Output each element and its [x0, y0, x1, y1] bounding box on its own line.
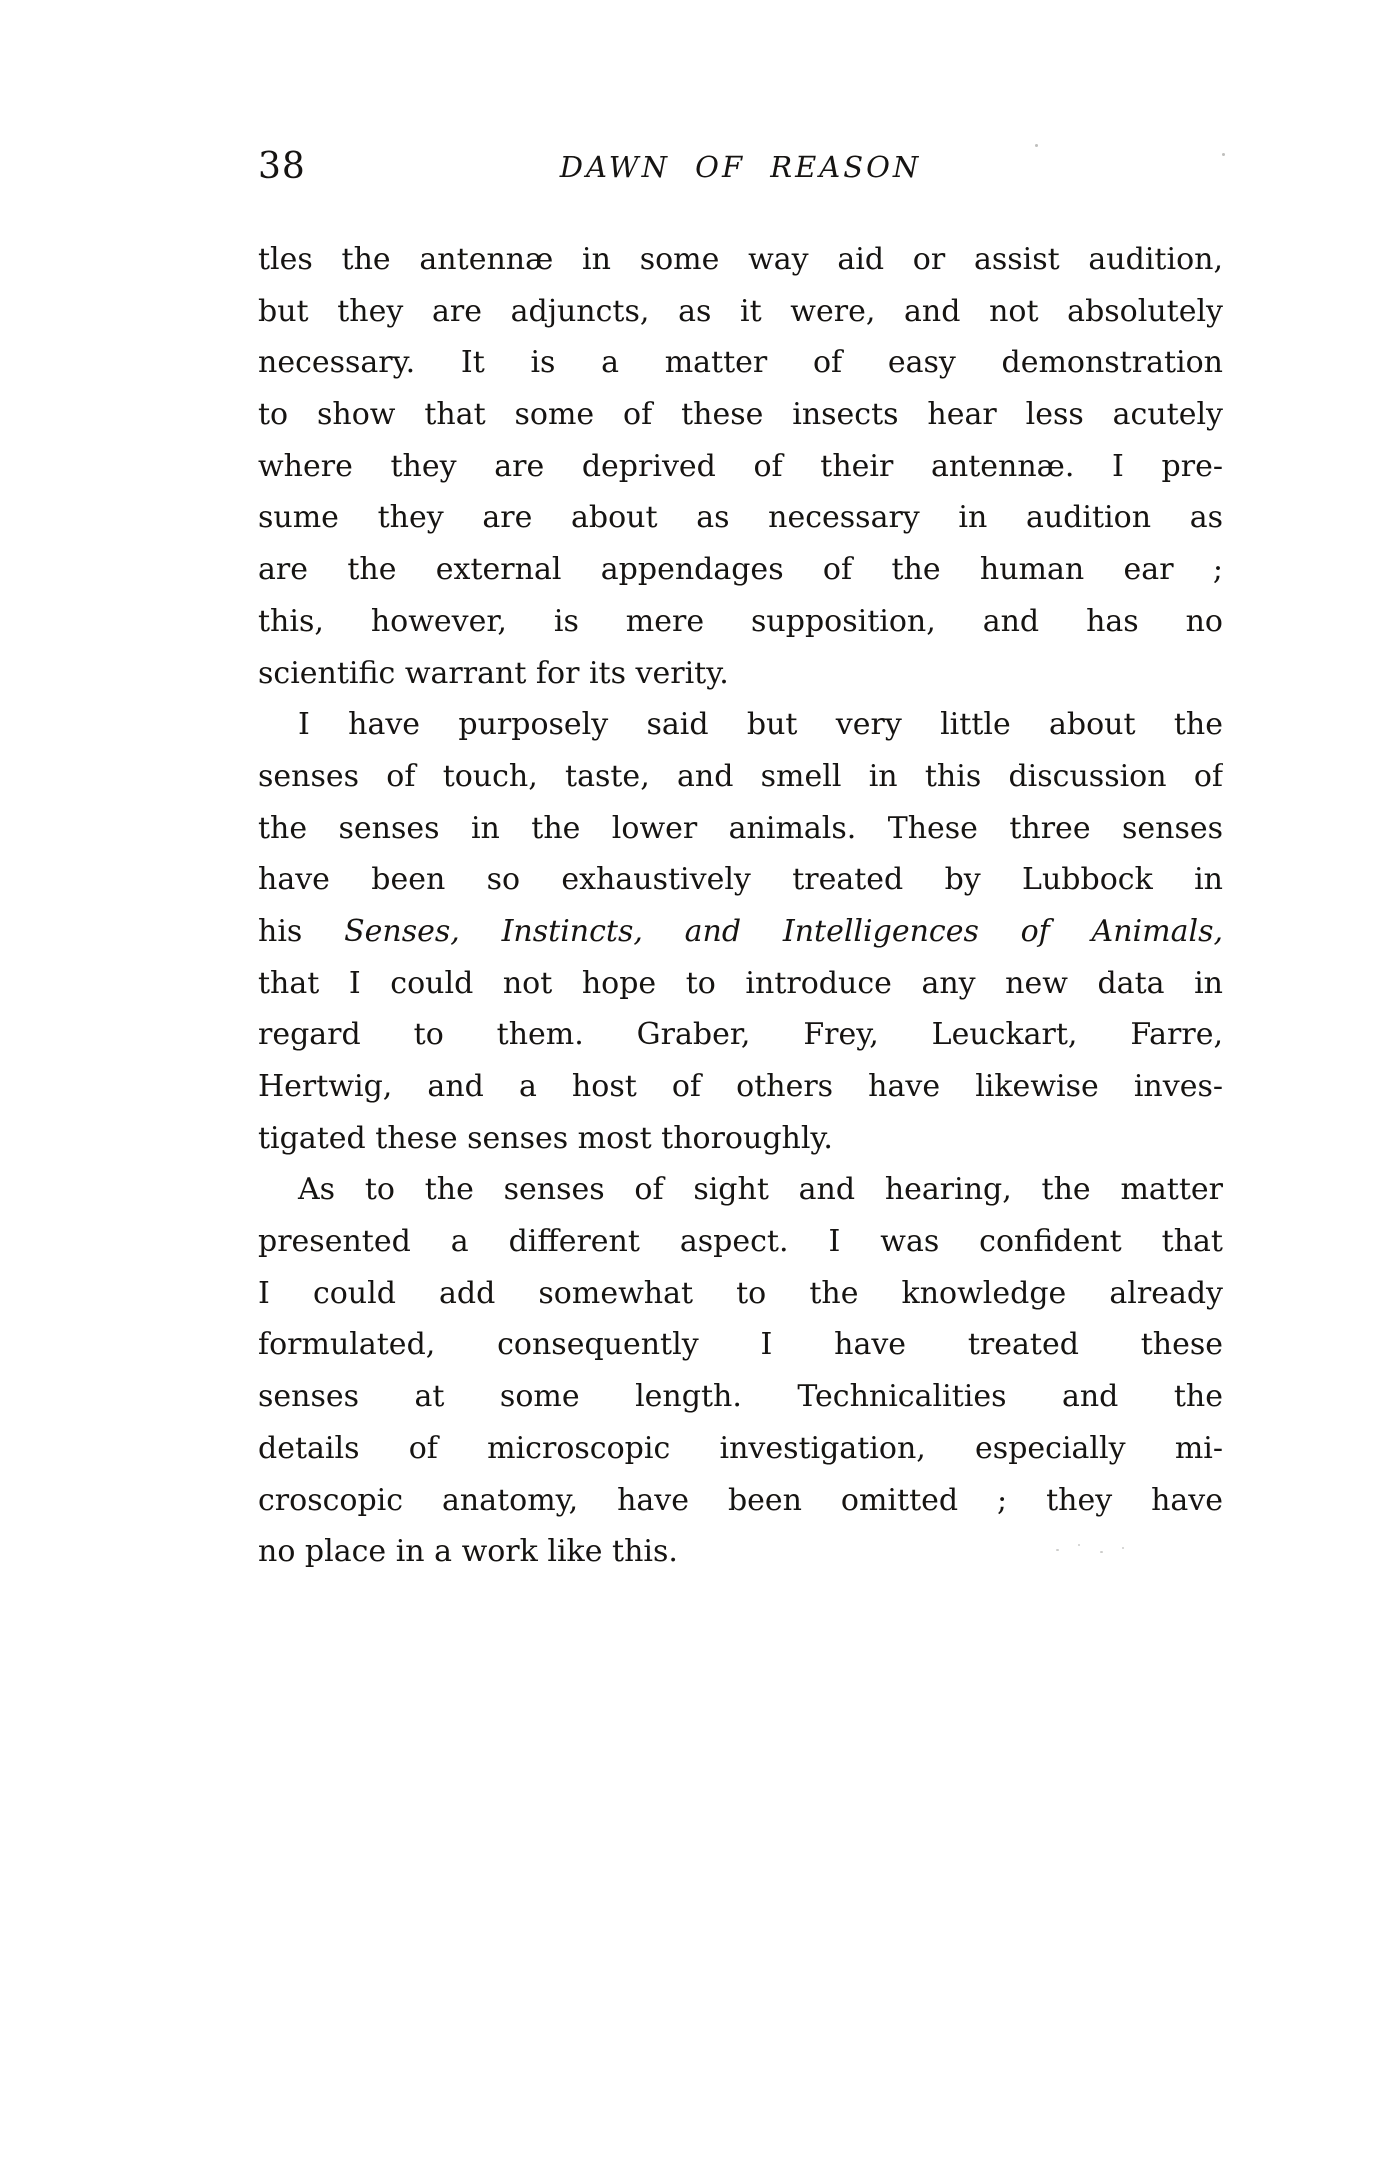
text-segment: details of microscopic investigation, especially mi- [258, 1430, 1223, 1466]
text-line [258, 286, 1223, 338]
text-segment: croscopic anatomy, have been omitted ; they have [258, 1482, 1223, 1518]
text-segment: that I could not hope to introduce any new data in [258, 965, 1223, 1001]
text-segment: regard to them. Graber, Frey, Leuckart, Farre, [258, 1017, 1223, 1053]
text-line [258, 1164, 1223, 1216]
text-segment: this, however, is mere supposition, and has no [258, 603, 1223, 639]
text-line [258, 234, 1223, 286]
text-segment: presented a different aspect. I was confident that [258, 1224, 1223, 1260]
text-segment: necessary. It is a matter of easy demonstration [258, 345, 1223, 381]
text-segment: formulated, consequently I have treated these [258, 1327, 1223, 1363]
text-segment: tigated these senses most thoroughly. [258, 1120, 833, 1156]
text-segment: senses at some length. Technicalities and the [258, 1379, 1223, 1415]
text-line [258, 389, 1223, 441]
text-line [258, 492, 1223, 544]
text-line [258, 854, 1223, 906]
text-line [258, 441, 1223, 493]
scan-speck [1222, 153, 1225, 156]
text-segment: his [258, 913, 345, 949]
text-line [258, 1061, 1223, 1113]
text-line [258, 1423, 1223, 1475]
text-segment: are the external appendages of the human ear ; [258, 552, 1223, 588]
page-number: 38 [258, 146, 306, 187]
text-segment: scientific warrant for its verity. [258, 655, 729, 691]
text-line [258, 1475, 1223, 1527]
text-segment: where they are deprived of their antennæ. I pre- [258, 448, 1223, 484]
text-line [258, 1009, 1223, 1061]
text-line [258, 1113, 1223, 1165]
text-line [258, 1216, 1223, 1268]
text-line [258, 1268, 1223, 1320]
text-segment: to show that some of these insects hear less acutely [258, 397, 1223, 433]
text-segment: I have purposely said but very little about the [298, 707, 1223, 743]
text-line [258, 596, 1223, 648]
text-segment: have been so exhaustively treated by Lubbock in [258, 862, 1223, 898]
scan-speck [1035, 144, 1038, 147]
text-line [258, 751, 1223, 803]
text-line [258, 803, 1223, 855]
text-line [258, 544, 1223, 596]
text-line [258, 906, 1223, 958]
text-segment: As to the senses of sight and hearing, the matter [298, 1172, 1223, 1208]
body-text [258, 234, 1223, 1578]
book-title-italic: Senses, Instincts, and Intelligences of Animals, [344, 913, 1223, 949]
running-title: DAWN OF REASON [559, 150, 922, 184]
text-segment: Hertwig, and a host of others have likewise inves- [258, 1069, 1223, 1104]
text-segment: no place in a work like this. [258, 1534, 678, 1570]
text-line [258, 1319, 1223, 1371]
text-line [258, 699, 1223, 751]
text-segment: but they are adjuncts, as it were, and not absolutely [258, 293, 1223, 329]
text-segment: I could add somewhat to the knowledge already [258, 1275, 1223, 1311]
text-segment: the senses in the lower animals. These three senses [258, 810, 1223, 846]
text-line [258, 1371, 1223, 1423]
text-line [258, 958, 1223, 1010]
text-segment: sume they are about as necessary in audition as [258, 500, 1223, 536]
text-line [258, 337, 1223, 389]
text-line [258, 648, 1223, 700]
running-head [258, 146, 1223, 188]
scan-smudge [1052, 1541, 1142, 1559]
text-segment: tles the antennæ in some way aid or assist audition, [258, 242, 1223, 277]
text-segment: senses of touch, taste, and smell in this discussion of [258, 758, 1223, 794]
